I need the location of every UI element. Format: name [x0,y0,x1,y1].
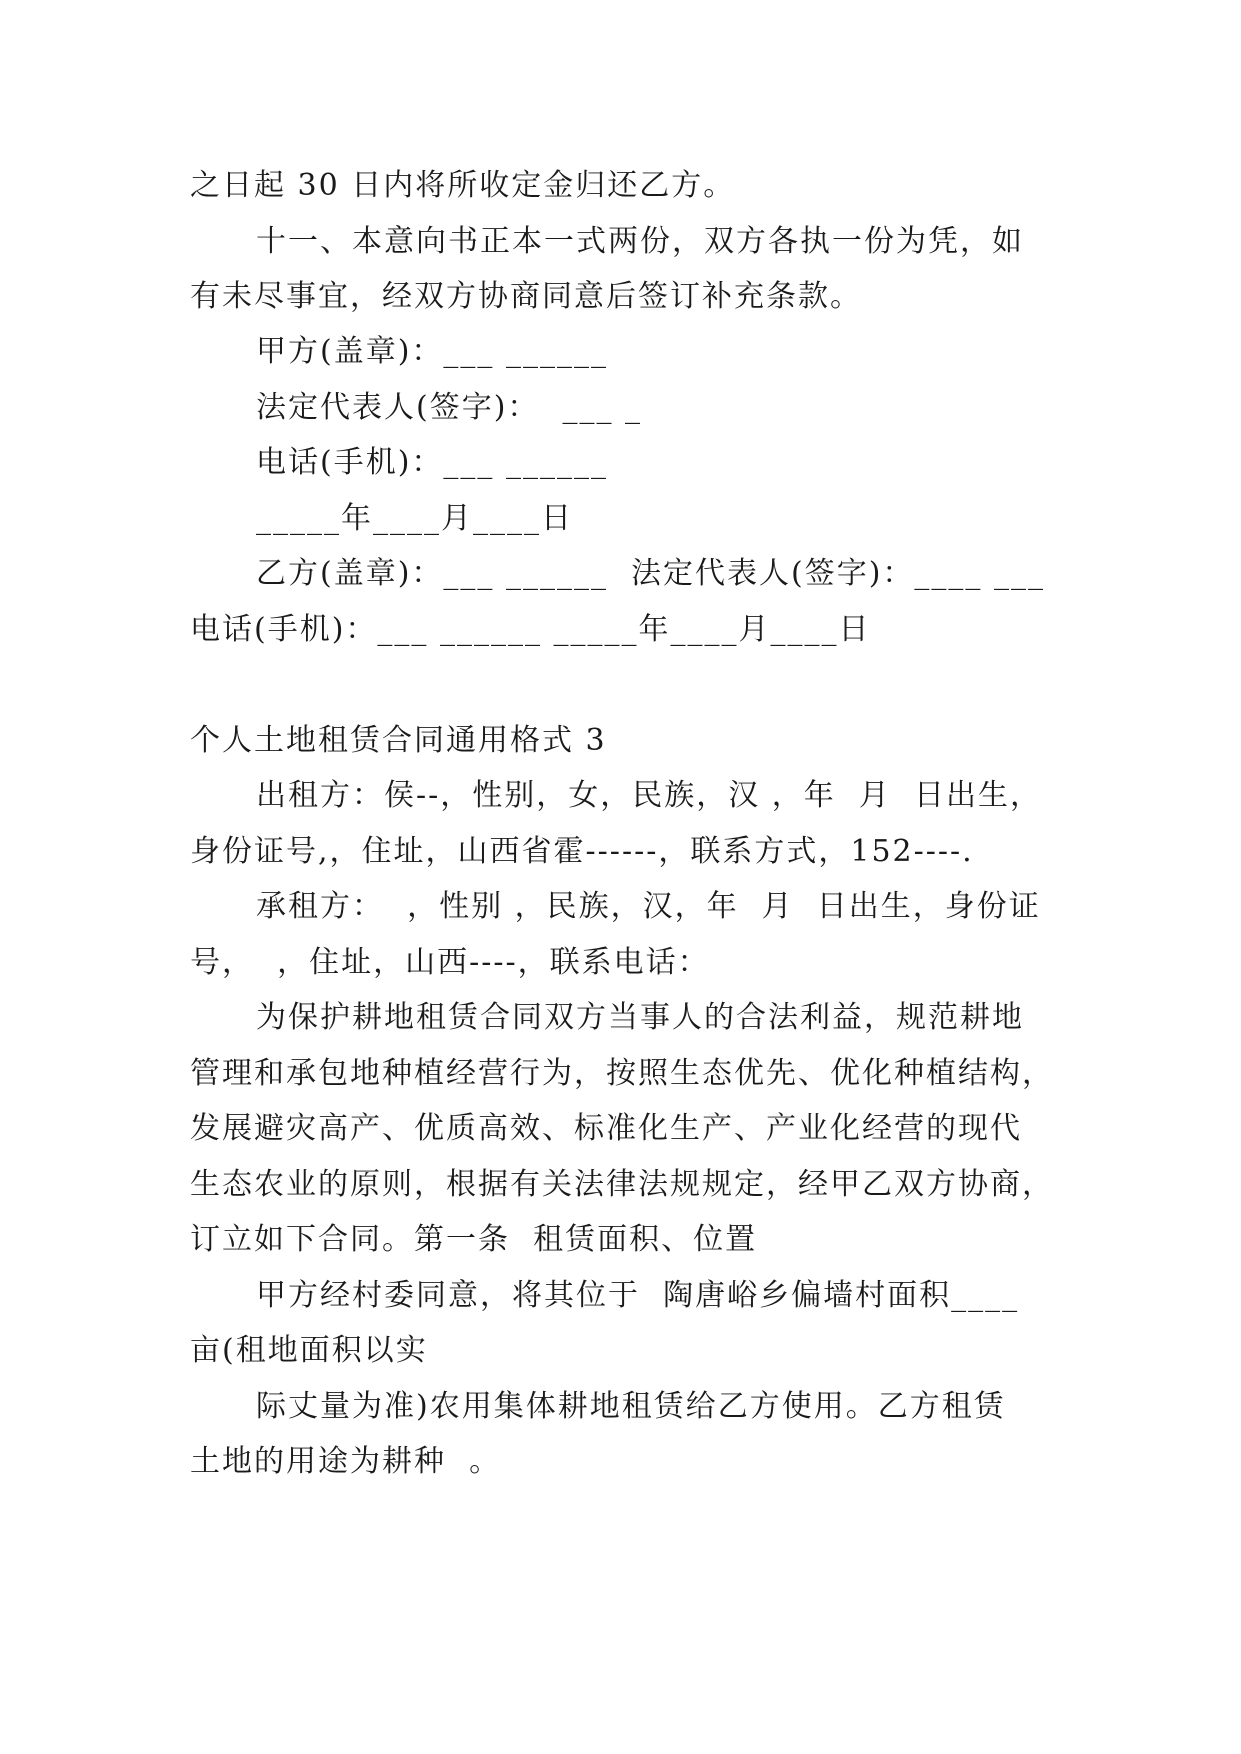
paragraph-line: 甲方经村委同意，将其位于 陶唐峪乡偏墙村面积____ [256,1278,1020,1313]
signature-line: 法定代表人(签字)： ___ _ [256,390,643,425]
signature-line: 电话(手机)：___ ______ [256,445,608,480]
paragraph-line: 生态农业的原则，根据有关法律法规规定，经甲乙双方协商， [190,1167,1054,1202]
paragraph-line: 发展避灾高产、优质高效、标准化生产、产业化经营的现代 [190,1111,1022,1146]
signature-line: 甲方(盖章)：___ ______ [256,334,608,369]
paragraph-line: 为保护耕地租赁合同双方当事人的合法利益，规范耕地 [256,1000,1024,1035]
paragraph-line: 际丈量为准)农用集体耕地租赁给乙方使用。乙方租赁 [256,1389,1006,1424]
paragraph-line: 身份证号,，住址，山西省霍------，联系方式，152----. [190,834,974,869]
paragraph-line: 管理和承包地种植经营行为，按照生态优先、优化种植结构， [190,1056,1054,1091]
paragraph-line: 亩(租地面积以实 [190,1333,428,1368]
section-title: 个人土地租赁合同通用格式 3 [190,723,607,758]
signature-line: 电话(手机)：___ ______ _____年____月____日 [190,612,871,647]
date-line: _____年____月____日 [256,501,573,536]
paragraph-line: 土地的用途为耕种 。 [190,1444,502,1479]
paragraph-line: 号， ，住址，山西----，联系电话： [190,945,710,980]
paragraph-line: 十一、本意向书正本一式两份，双方各执一份为凭，如 [256,224,1024,259]
signature-line: 乙方(盖章)：___ ______ 法定代表人(签字)：____ ___ [256,556,1045,591]
paragraph-line: 订立如下合同。第一条 租赁面积、位置 [190,1222,758,1257]
paragraph-line: 承租方： ，性别 ，民族，汉，年 月 日出生，身份证 [256,889,1041,924]
paragraph-line: 之日起 30 日内将所收定金归还乙方。 [190,168,736,203]
paragraph-line: 有未尽事宜，经双方协商同意后签订补充条款。 [190,279,862,314]
paragraph-line: 出租方：侯--，性别，女，民族，汉 ，年 月 日出生， [256,778,1042,813]
